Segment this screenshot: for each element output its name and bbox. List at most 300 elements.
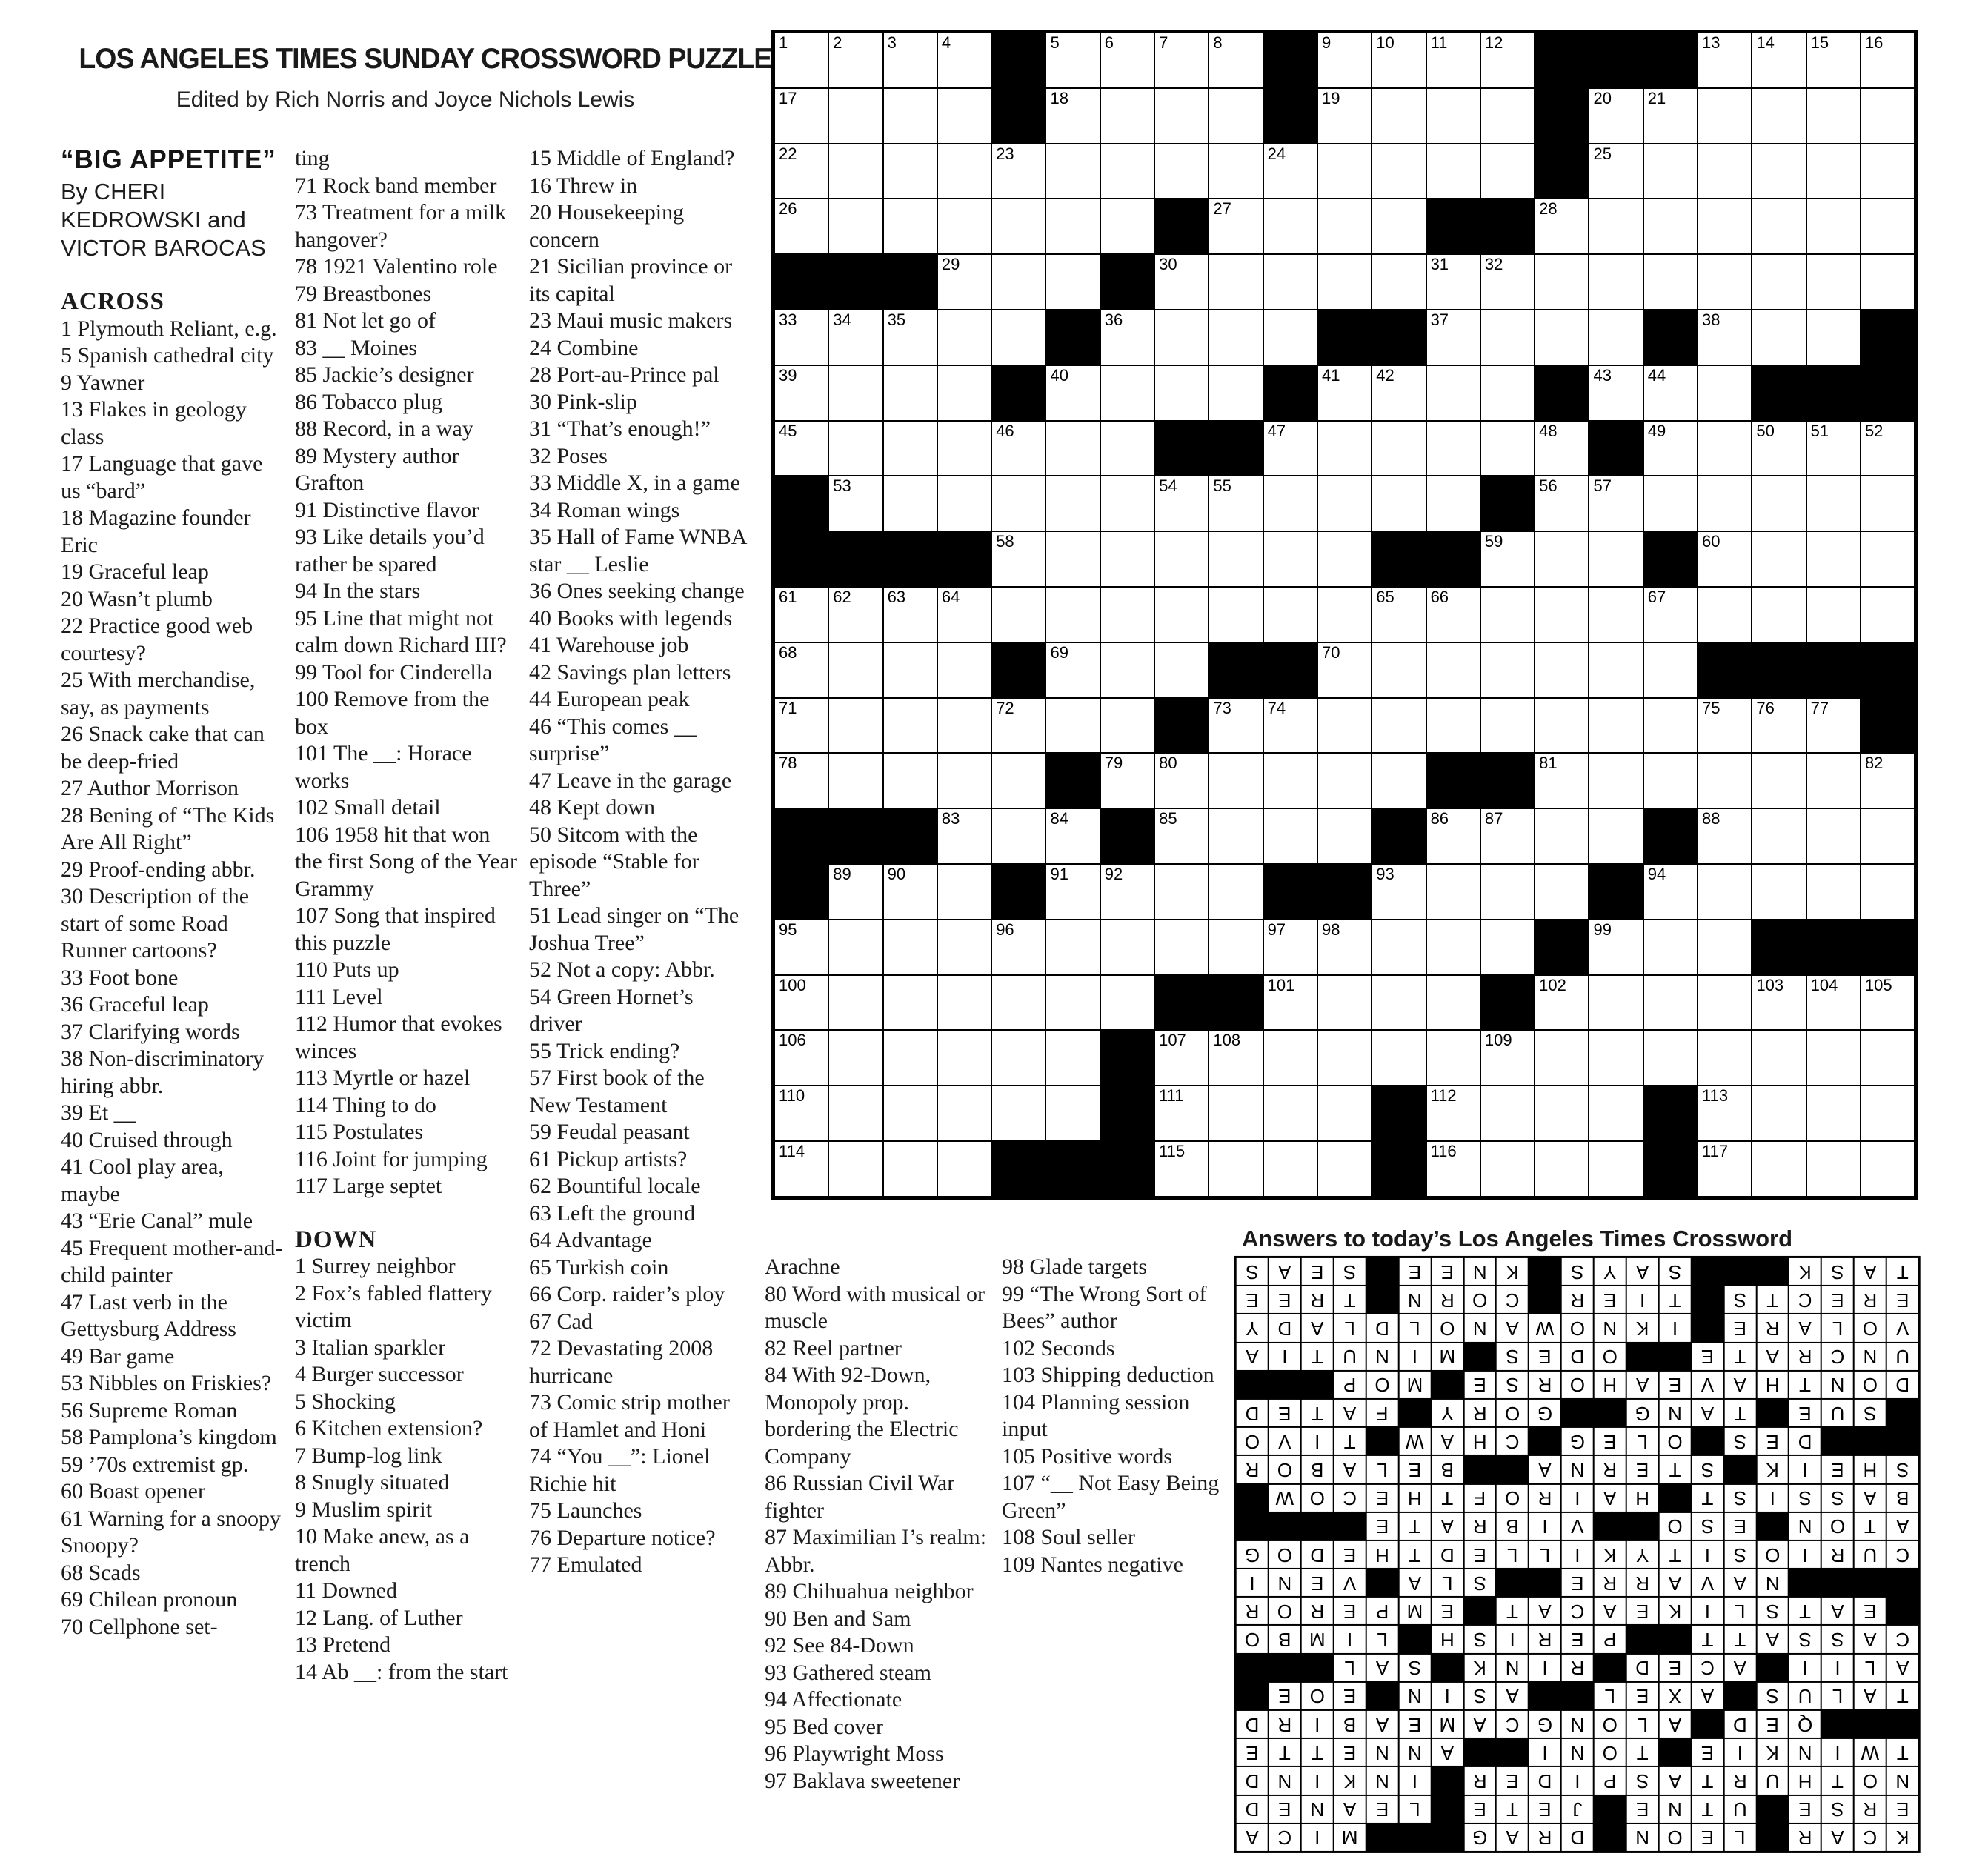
grid-cell: [938, 310, 991, 365]
grid-cell: [1807, 699, 1860, 753]
grid-cell: [1427, 1142, 1480, 1196]
answer-letter: A: [1375, 1657, 1389, 1680]
grid-cell: [1209, 144, 1262, 199]
grid-cell: [1789, 1400, 1821, 1426]
grid-cell: [1887, 1626, 1918, 1652]
answer-letter: L: [1832, 1685, 1844, 1708]
grid-cell: [1855, 1513, 1886, 1540]
clue-down-89: 89 Chihuahua neighbor: [765, 1579, 974, 1603]
grid-cell: [1367, 1655, 1398, 1681]
grid-cell: [1692, 1796, 1723, 1823]
grid-cell: [1822, 1626, 1853, 1652]
grid-cell: [1822, 1739, 1853, 1766]
grid-cell: [1644, 89, 1697, 143]
grid-black-cell: [1529, 1428, 1560, 1455]
grid-cell: [1046, 1031, 1099, 1085]
grid-black-cell: [1432, 1796, 1463, 1823]
cell-number: 66: [1430, 587, 1449, 606]
clue-across-78: 78 1921 Valentino role: [295, 254, 498, 279]
answer-letter: E: [1246, 1289, 1259, 1312]
answer-letter: N: [1798, 1741, 1812, 1764]
grid-cell: [829, 366, 882, 420]
grid-cell: [1822, 1456, 1853, 1483]
grid-cell: [775, 366, 828, 420]
grid-cell: [1264, 476, 1317, 531]
clue-down-104: 104 Planning session input: [1002, 1389, 1190, 1441]
grid-cell: [1334, 1343, 1366, 1370]
answer-letter: Y: [1603, 1260, 1617, 1283]
grid-cell: [1589, 199, 1642, 253]
grid-cell: [1318, 199, 1371, 253]
grid-cell: [1698, 476, 1751, 531]
cell-number: 80: [1159, 754, 1177, 773]
cell-number: 113: [1702, 1086, 1729, 1106]
grid-cell: [775, 699, 828, 753]
grid-cell: [1318, 144, 1371, 199]
grid-cell: [1264, 310, 1317, 365]
answer-letter: S: [1506, 1346, 1519, 1369]
answer-letter: E: [1668, 1374, 1682, 1397]
answer-letter: I: [1542, 1515, 1548, 1538]
grid-black-cell: [1724, 1683, 1755, 1709]
clue-down-47: 47 Leave in the garage: [529, 768, 732, 793]
grid-cell: [1155, 1086, 1208, 1140]
grid-cell: [1660, 1824, 1691, 1851]
grid-black-cell: [1101, 255, 1154, 309]
clue-across-9: 9 Yawner: [61, 370, 145, 395]
grid-cell: [1757, 1569, 1788, 1596]
grid-cell: [1155, 754, 1208, 808]
cell-number: 83: [941, 809, 960, 828]
cell-number: 108: [1213, 1031, 1241, 1050]
grid-cell: [1644, 588, 1697, 642]
grid-cell: [1562, 1626, 1593, 1652]
answer-letter: S: [1831, 1629, 1844, 1652]
cell-number: 82: [1864, 754, 1884, 773]
grid-black-cell: [1644, 809, 1697, 863]
answer-letter: N: [1408, 1685, 1422, 1708]
grid-black-cell: [1367, 1258, 1398, 1285]
grid-cell: [1269, 1286, 1300, 1313]
grid-black-cell: [1269, 1513, 1300, 1540]
cell-number: 44: [1647, 365, 1666, 385]
grid-cell: [1334, 1372, 1366, 1398]
answer-letter: I: [1835, 1657, 1841, 1680]
answer-letter: E: [1278, 1685, 1291, 1708]
answer-letter: I: [1412, 1769, 1418, 1792]
answer-letter: N: [1375, 1346, 1389, 1369]
grid-cell: [1269, 1314, 1300, 1341]
grid-cell: [829, 920, 882, 974]
grid-cell: [884, 1142, 937, 1196]
grid-cell: [1595, 1541, 1626, 1568]
grid-cell: [1481, 366, 1534, 420]
grid-black-cell: [1302, 1513, 1333, 1540]
answer-letter: R: [1570, 1289, 1585, 1312]
grid-cell: [1692, 1400, 1723, 1426]
puzzle-title: “BIG APPETITE”: [61, 145, 276, 174]
answer-letter: S: [1246, 1260, 1259, 1283]
answer-letter: T: [1701, 1487, 1714, 1510]
answer-letter: M: [1406, 1374, 1423, 1397]
cell-number: 64: [941, 587, 960, 606]
grid-cell: [1464, 1372, 1495, 1398]
grid-cell: [1302, 1569, 1333, 1596]
answer-letter: T: [1278, 1741, 1291, 1764]
grid-cell: [1660, 1258, 1691, 1285]
grid-cell: [1589, 1086, 1642, 1140]
grid-cell: [1529, 1711, 1560, 1738]
grid-cell: [1660, 1428, 1691, 1455]
answer-letter: S: [1733, 1543, 1746, 1566]
grid-black-cell: [1861, 366, 1914, 420]
grid-cell: [938, 976, 991, 1030]
grid-black-cell: [1481, 476, 1534, 531]
answer-letter: L: [1539, 1543, 1551, 1566]
crossword-grid: [771, 30, 1918, 1200]
clue-down-72: 72 Devastating 2008 hurricane: [529, 1336, 714, 1388]
grid-cell: [1269, 1541, 1300, 1568]
clue-across-47: 47 Last verb in the Gettysburg Address: [61, 1289, 236, 1341]
cell-number: 18: [1050, 88, 1068, 107]
clue-across-88: 88 Record, in a way: [295, 416, 473, 441]
grid-cell: [1427, 643, 1480, 697]
grid-cell: [1589, 976, 1642, 1030]
grid-cell: [1237, 1428, 1268, 1455]
clue-down-98: 98 Glade targets: [1002, 1254, 1148, 1279]
answer-letter: E: [1733, 1317, 1746, 1340]
grid-cell: [1562, 1258, 1593, 1285]
answer-letter: E: [1278, 1798, 1291, 1821]
grid-cell: [1535, 699, 1588, 753]
grid-cell: [1535, 754, 1588, 808]
grid-cell: [884, 366, 937, 420]
grid-cell: [829, 976, 882, 1030]
grid-cell: [1644, 366, 1697, 420]
grid-cell: [1752, 199, 1805, 253]
grid-cell: [1562, 1711, 1593, 1738]
answer-letter: E: [1311, 1260, 1324, 1283]
grid-cell: [1724, 1711, 1755, 1738]
cell-number: 65: [1376, 587, 1394, 606]
grid-cell: [1427, 144, 1480, 199]
answer-letter: V: [1701, 1572, 1715, 1595]
clue-across-22: 22 Practice good web courtesy?: [61, 614, 253, 665]
grid-black-cell: [1432, 1655, 1463, 1681]
grid-cell: [1432, 1485, 1463, 1512]
grid-cell: [1822, 1485, 1853, 1512]
clue-down-28: 28 Port-au-Prince pal: [529, 362, 719, 387]
masthead: [65, 43, 772, 113]
grid-cell: [829, 699, 882, 753]
grid-cell: [1318, 255, 1371, 309]
answer-letter: E: [1635, 1798, 1649, 1821]
clue-down-105: 105 Positive words: [1002, 1443, 1173, 1469]
answer-letter: P: [1343, 1374, 1357, 1397]
grid-cell: [884, 865, 937, 919]
grid-black-cell: [1757, 1400, 1788, 1426]
grid-cell: [1698, 199, 1751, 253]
answer-letter: L: [1409, 1317, 1420, 1340]
cell-number: 104: [1810, 975, 1838, 994]
grid-black-cell: [1861, 310, 1914, 365]
grid-cell: [1752, 865, 1805, 919]
answer-letter: I: [1282, 1346, 1288, 1369]
grid-cell: [1627, 1456, 1658, 1483]
grid-cell: [1757, 1428, 1788, 1455]
answer-letter: A: [1538, 1600, 1552, 1623]
cell-number: 115: [1159, 1141, 1186, 1160]
grid-cell: [1535, 809, 1588, 863]
answer-letter: U: [1798, 1685, 1812, 1708]
grid-cell: [1367, 1513, 1398, 1540]
grid-cell: [829, 865, 882, 919]
grid-cell: [1529, 1372, 1560, 1398]
answer-letter: D: [1245, 1402, 1260, 1425]
clue-down-67: 67 Cad: [529, 1309, 593, 1334]
answer-letter: A: [1668, 1713, 1682, 1736]
grid-cell: [1427, 809, 1480, 863]
grid-cell: [1399, 1372, 1430, 1398]
grid-cell: [1101, 144, 1154, 199]
clue-down-33: 33 Middle X, in a game: [529, 471, 740, 495]
answer-letter: O: [1602, 1346, 1618, 1369]
grid-black-cell: [1237, 1655, 1268, 1681]
answer-letter: E: [1603, 1430, 1617, 1453]
answer-letter: Q: [1797, 1713, 1813, 1736]
answer-letter: A: [1440, 1741, 1454, 1764]
grid-cell: [1595, 1456, 1626, 1483]
answer-letter: A: [1635, 1374, 1649, 1397]
answer-letter: E: [1375, 1798, 1389, 1821]
answer-letter: W: [1275, 1487, 1294, 1510]
clue-down-94: 94 Affectionate: [765, 1687, 902, 1712]
answer-letter: N: [1570, 1458, 1585, 1481]
grid-cell: [1595, 1372, 1626, 1398]
grid-cell: [1724, 1485, 1755, 1512]
grid-cell: [992, 422, 1045, 476]
grid-cell: [1497, 1314, 1528, 1341]
answer-letter: A: [1343, 1458, 1357, 1481]
answer-letter: D: [1310, 1543, 1325, 1566]
clue-across-115: 115 Postulates: [295, 1120, 424, 1144]
cell-number: 52: [1864, 421, 1884, 440]
grid-cell: [1237, 1598, 1268, 1624]
cell-number: 90: [887, 864, 906, 883]
cell-number: 76: [1756, 698, 1775, 717]
grid-black-cell: [1399, 1626, 1430, 1652]
grid-black-cell: [1334, 1513, 1366, 1540]
grid-cell: [1529, 1655, 1560, 1681]
grid-cell: [1861, 33, 1914, 87]
clue-across-100: 100 Remove from the box: [295, 687, 490, 739]
answer-letter: N: [1603, 1317, 1618, 1340]
grid-cell: [1334, 1428, 1366, 1455]
grid-cell: [1692, 1655, 1723, 1681]
answer-letter: I: [1314, 1430, 1320, 1453]
grid-cell: [1427, 976, 1480, 1030]
grid-cell: [1427, 89, 1480, 143]
grid-cell: [1432, 1598, 1463, 1624]
grid-cell: [1529, 1824, 1560, 1851]
answer-letter: I: [1314, 1713, 1320, 1736]
grid-cell: [1302, 1286, 1333, 1313]
cell-number: 74: [1267, 698, 1286, 717]
grid-cell: [1822, 1513, 1853, 1540]
cell-number: 107: [1159, 1031, 1186, 1050]
grid-cell: [992, 532, 1045, 586]
answer-letter: W: [1535, 1317, 1555, 1340]
clue-across-113: 113 Myrtle or hazel: [295, 1066, 471, 1090]
cell-number: 85: [1159, 809, 1177, 828]
cell-number: 19: [1321, 88, 1340, 107]
grid-cell: [1698, 754, 1751, 808]
answer-letter: O: [1277, 1458, 1292, 1481]
answer-letter: A: [1864, 1487, 1877, 1510]
answer-letter: E: [1343, 1741, 1357, 1764]
grid-cell: [1807, 255, 1860, 309]
grid-cell: [1562, 1314, 1593, 1341]
clue-across-111: 111 Level: [295, 984, 383, 1009]
grid-cell: [775, 643, 828, 697]
clue-down-74: 74 “You __”: Lionel Richie hit: [529, 1444, 711, 1496]
cell-number: 92: [1104, 864, 1123, 883]
grid-cell: [1481, 144, 1534, 199]
answer-letter: A: [1635, 1260, 1649, 1283]
grid-cell: [884, 310, 937, 365]
grid-cell: [1789, 1286, 1821, 1313]
grid-cell: [1367, 1626, 1398, 1652]
cell-number: 98: [1321, 920, 1340, 939]
grid-cell: [1269, 1598, 1300, 1624]
grid-cell: [1046, 199, 1099, 253]
grid-cell: [1209, 865, 1262, 919]
answer-letter: T: [1669, 1458, 1681, 1481]
grid-cell: [1464, 1767, 1495, 1794]
grid-cell: [1660, 1286, 1691, 1313]
answer-letter: E: [1701, 1827, 1715, 1849]
grid-cell: [1562, 1372, 1593, 1398]
answer-letter: E: [1343, 1685, 1357, 1708]
grid-black-cell: [1372, 310, 1425, 365]
grid-cell: [1264, 699, 1317, 753]
grid-black-cell: [1529, 1258, 1560, 1285]
answer-letter: Y: [1246, 1317, 1259, 1340]
answer-letter: Y: [1635, 1543, 1649, 1566]
grid-cell: [1209, 699, 1262, 753]
grid-cell: [829, 310, 882, 365]
grid-cell: [1535, 199, 1588, 253]
answer-letter: R: [1245, 1600, 1260, 1623]
answer-letter: K: [1635, 1317, 1649, 1340]
grid-cell: [1627, 1400, 1658, 1426]
answer-letter: R: [1537, 1374, 1552, 1397]
grid-cell: [1101, 920, 1154, 974]
grid-cell: [1269, 1343, 1300, 1370]
clue-down-15: 15 Middle of England?: [529, 146, 735, 170]
grid-cell: [1334, 1767, 1366, 1794]
grid-black-cell: [1264, 643, 1317, 697]
grid-cell: [1264, 976, 1317, 1030]
answer-letter: K: [1506, 1260, 1519, 1283]
answer-letter: V: [1343, 1572, 1357, 1595]
grid-black-cell: [992, 33, 1045, 87]
grid-cell: [1481, 33, 1534, 87]
answer-letter: O: [1602, 1741, 1618, 1764]
grid-cell: [938, 199, 991, 253]
cell-number: 35: [887, 310, 906, 329]
grid-cell: [1807, 532, 1860, 586]
grid-black-cell: [1464, 1598, 1495, 1624]
grid-cell: [1155, 33, 1208, 87]
clue-across-29: 29 Proof-ending abbr.: [61, 857, 256, 882]
cell-number: 78: [779, 754, 797, 773]
grid-black-cell: [1529, 1569, 1560, 1596]
grid-cell: [1595, 1258, 1626, 1285]
grid-cell: [1807, 976, 1860, 1030]
grid-cell: [1464, 1655, 1495, 1681]
grid-cell: [1318, 1031, 1371, 1085]
cell-number: 97: [1267, 920, 1286, 939]
grid-cell: [1692, 1485, 1723, 1512]
clue-down-109: 109 Nantes negative: [1002, 1552, 1183, 1577]
grid-cell: [1101, 199, 1154, 253]
answer-letter: E: [1668, 1657, 1682, 1680]
grid-cell: [1497, 1711, 1528, 1738]
clue-across-39: 39 Et __: [61, 1100, 136, 1125]
grid-cell: [1264, 1031, 1317, 1085]
cell-number: 53: [833, 476, 851, 496]
grid-cell: [1318, 366, 1371, 420]
answer-letter: Y: [1440, 1402, 1454, 1425]
grid-cell: [829, 588, 882, 642]
grid-black-cell: [775, 476, 828, 531]
grid-cell: [1724, 1626, 1755, 1652]
answer-letter: T: [1701, 1798, 1714, 1821]
answer-letter: N: [1863, 1346, 1878, 1369]
answer-letter: T: [1864, 1515, 1876, 1538]
grid-black-cell: [1887, 1598, 1918, 1624]
grid-cell: [1302, 1343, 1333, 1370]
grid-cell: [1046, 699, 1099, 753]
grid-cell: [1372, 199, 1425, 253]
answer-letter: A: [1408, 1572, 1422, 1595]
grid-cell: [1464, 1286, 1495, 1313]
answer-letter: E: [1766, 1430, 1779, 1453]
grid-black-cell: [1861, 920, 1914, 974]
grid-cell: [1887, 1343, 1918, 1370]
grid-cell: [1698, 865, 1751, 919]
answer-letter: E: [1278, 1289, 1291, 1312]
grid-cell: [1318, 699, 1371, 753]
answer-letter: L: [1637, 1713, 1648, 1736]
grid-cell: [1372, 33, 1425, 87]
cell-number: 88: [1702, 809, 1721, 828]
cell-number: 31: [1430, 255, 1449, 274]
grid-cell: [775, 1031, 828, 1085]
grid-cell: [938, 588, 991, 642]
grid-black-cell: [1692, 1286, 1723, 1313]
grid-cell: [1399, 1286, 1430, 1313]
answer-letter: N: [1277, 1769, 1292, 1792]
clue-down-30: 30 Pink-slip: [529, 389, 637, 414]
grid-cell: [1399, 1314, 1430, 1341]
grid-black-cell: [1807, 366, 1860, 420]
grid-cell: [829, 643, 882, 697]
grid-cell: [1372, 422, 1425, 476]
grid-cell: [1481, 699, 1534, 753]
clue-down-46: 46 “This comes __ surprise”: [529, 714, 697, 765]
